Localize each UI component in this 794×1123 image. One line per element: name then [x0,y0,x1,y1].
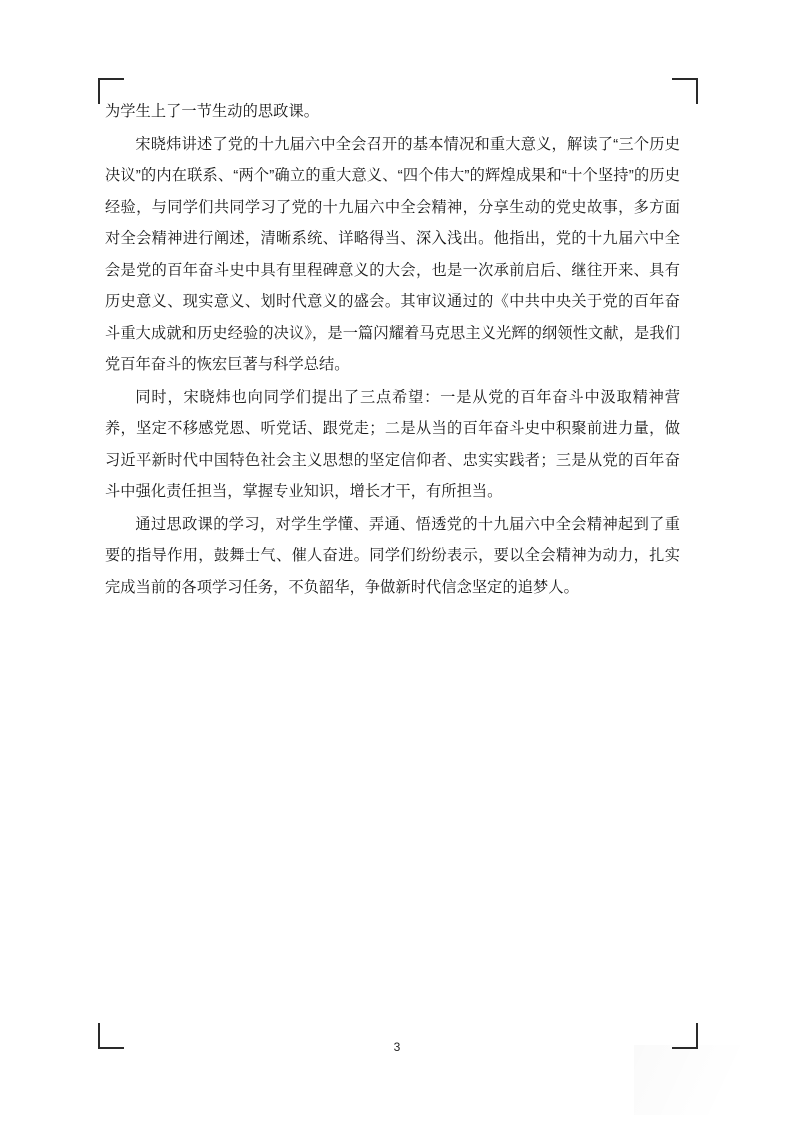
document-text-body [105,96,680,604]
paragraph-4: 通过思政课的学习，对学生学懂、弄通、悟透党的十九届六中全会精神起到了重要的指导作用，鼓舞士气、催人奋进。同学们纷纷表示，要以全会精神为动力，扎实完成当前的各项学习任务，不负韶华，争做新时代信念坚定的追梦人。 [105,515,680,596]
page-number: 3 [393,1040,401,1054]
paragraph-3: 同时，宋晓炜也向同学们提出了三点希望：一是从党的百年奋斗中汲取精神营养，坚定不移感党恩、听党话、跟党走；二是从当的百年奋斗史中积聚前进力量，做习近平新时代中国特色社会主义思想的坚定信仰者、忠实实践者；三是从党的百年奋斗中强化责任担当，掌握专业知识，增长才干，有所担当。 [105,388,680,500]
scan-artifact [634,1045,784,1115]
paragraph-1: 为学生上了一节生动的思政课。 [105,103,320,120]
paragraph-2: 宋晓炜讲述了党的十九届六中全会召开的基本情况和重大意义，解读了“三个历史决议”的内在联系、“两个”确立的重大意义、“四个伟大”的辉煌成果和“十个坚持”的历史经验，与同学们共同学习了党的十九届六中全会精神，分享生动的党史故事，多方面对全会精神进行阐述，清晰系统、详略得当、深入浅出。他指出，党的十九届六中全会是党的百年奋斗史中具有里程碑意义的大会，也是一次承前启后、继往开来、具有历史意义、现实意义、划时代意义的盛会。其审议通过的《中共中央关于党的百年奋斗重大成就和历史经验的决议》，是一篇闪耀着马克思主义光辉的纲领性文献，是我们党百年奋斗的恢宏巨著与科学总结。 [105,135,680,373]
